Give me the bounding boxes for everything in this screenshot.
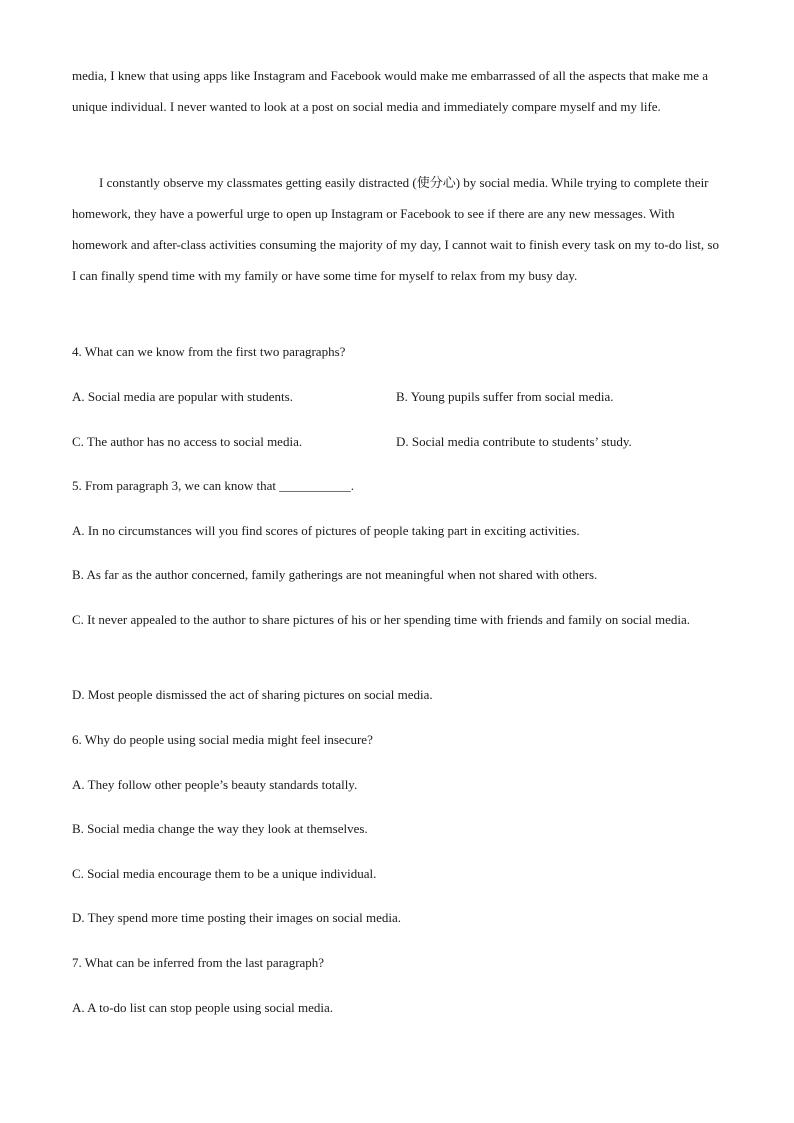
question-4-option-c: C. The author has no access to social media. (72, 434, 303, 449)
question-5-option-d: D. Most people dismissed the act of sharing pictures on social media. (72, 687, 433, 702)
question-5-stem: 5. From paragraph 3, we can know that ___________. (72, 478, 354, 493)
question-6-option-d: D. They spend more time posting their images on social media. (72, 910, 402, 925)
question-5-option-a: A. In no circumstances will you find scores of pictures of people taking part in exciting activities. (72, 523, 580, 538)
question-6-option-a: A. They follow other people’s beauty standards totally. (72, 777, 358, 792)
question-7-stem: 7. What can be inferred from the last paragraph? (72, 955, 325, 970)
passage-paragraph-1: media, I knew that using apps like Instagram and Facebook would make me embarrassed of all the aspects that make me a unique individual. I never wanted to look at a post on social media and immediately compare myself and my life. (72, 68, 709, 114)
question-4-option-d: D. Social media contribute to students’ study. (396, 434, 632, 449)
question-6-option-c: C. Social media encourage them to be a unique individual. (72, 866, 377, 881)
question-6-stem: 6. Why do people using social media might feel insecure? (72, 732, 373, 747)
question-6-option-b: B. Social media change the way they look at themselves. (72, 821, 368, 836)
passage-paragraph-2 (72, 167, 722, 291)
question-4-option-a: A. Social media are popular with students. (72, 389, 293, 404)
question-7-option-a: A. A to-do list can stop people using social media. (72, 1000, 334, 1015)
question-5-option-c: C. It never appealed to the author to share pictures of his or her spending time with friends and family on social media. (72, 612, 691, 627)
passage-paragraph-2-text: I constantly observe my classmates getting easily distracted (使分心) by social media. While trying to complete their homework, they have a powerful urge to open up Instagram or Facebook to see if there are any new messages. With homework and after-class activities consuming the majority of my day, I cannot wait to finish every task on my to-do list, so I can finally spend time with my family or have some time for myself to relax from my busy day. (72, 175, 719, 283)
question-4-stem: 4. What can we know from the first two paragraphs? (72, 344, 346, 359)
question-4-option-b: B. Young pupils suffer from social media. (396, 389, 614, 404)
question-5-option-b: B. As far as the author concerned, family gatherings are not meaningful when not shared with others. (72, 567, 598, 582)
